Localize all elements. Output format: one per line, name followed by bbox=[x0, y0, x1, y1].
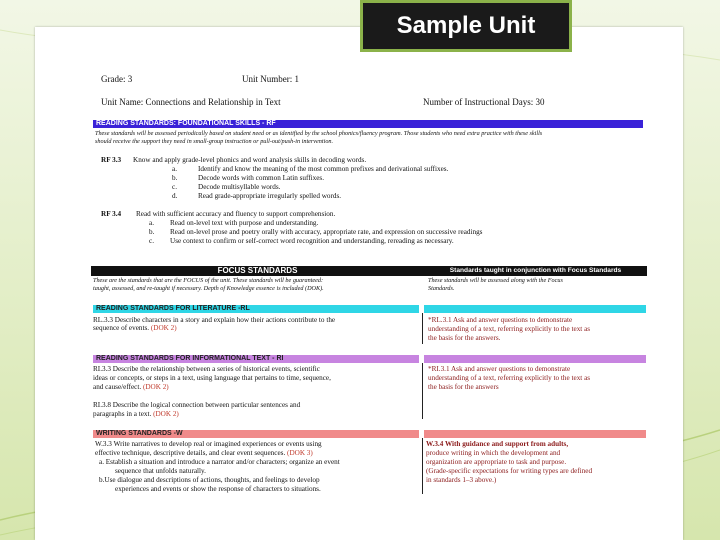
rf34-code: RF 3.4 bbox=[101, 210, 122, 218]
rf34-item-c-label: c. bbox=[149, 237, 154, 245]
writing-header: WRITING STANDARDS -W bbox=[93, 430, 419, 438]
rf34-text: Read with sufficient accuracy and fluency to support comprehension. bbox=[136, 210, 336, 218]
unit-number-label: Unit Number: 1 bbox=[242, 74, 299, 84]
rf33-item-d-label: d. bbox=[172, 192, 178, 200]
rf33-item-b-label: b. bbox=[172, 174, 178, 182]
document-page bbox=[35, 27, 683, 540]
slide-title-box bbox=[360, 0, 572, 52]
rf34-item-b: Read on-level prose and poetry orally with accuracy, appropriate rate, and expression on successive readings bbox=[170, 228, 483, 236]
unit-name-label: Unit Name: Connections and Relationship in Text bbox=[101, 97, 281, 107]
focus-note-line2: taught, assessed, and re-taught if necessary. Depth of Knowledge essence is included (DOK). bbox=[93, 285, 324, 292]
ri38-dok: (DOK 2) bbox=[153, 410, 179, 418]
rf33-item-c-label: c. bbox=[172, 183, 177, 191]
w33-line2: effective technique, descriptive details, and clear event sequences. bbox=[95, 449, 286, 457]
rl33-dok: (DOK 2) bbox=[150, 324, 177, 332]
writing-header-right bbox=[424, 430, 646, 438]
ri38-line1: RI.3.8 Describe the logical connection between particular sentences and bbox=[93, 401, 301, 409]
ri38-line2: paragraphs in a text. bbox=[93, 410, 152, 418]
focus-standards-header: FOCUS STANDARDS bbox=[91, 266, 424, 276]
ri33-dok: (DOK 2) bbox=[142, 383, 169, 391]
literature-header: READING STANDARDS FOR LITERATURE -RL bbox=[93, 305, 419, 313]
informational-header: READING STANDARDS FOR INFORMATIONAL TEXT - RI bbox=[93, 355, 419, 363]
rl33-line2: sequence of events. bbox=[93, 324, 150, 332]
w33-line1: W.3.3 Write narratives to develop real or imagined experiences or events using bbox=[95, 440, 322, 448]
column-divider bbox=[422, 363, 423, 419]
conjunction-standards-header: Standards taught in conjunction with Focus Standards bbox=[424, 266, 647, 276]
conjunction-note-line1: These standards will be assessed along with the Focus bbox=[428, 277, 563, 284]
rf33-code: RF 3.3 bbox=[101, 156, 122, 164]
rl31-line1: *RL.3.1 Ask and answer questions to demonstrate bbox=[428, 316, 573, 324]
w34-line5: in standards 1–3 above.) bbox=[426, 476, 497, 484]
rf33-item-a: Identify and know the meaning of the most common prefixes and derivational suffixes. bbox=[198, 165, 449, 173]
ri31-line1: *RI.3.1 Ask and answer questions to demonstrate bbox=[428, 365, 571, 373]
foundational-note-line1: These standards will be assessed periodically based on student need or as identified by the school phonics/fluency program. Those students who need extra practice with these skills bbox=[95, 130, 543, 137]
literature-header-right bbox=[424, 305, 646, 313]
rf33-text: Know and apply grade-level phonics and word analysis skills in decoding words. bbox=[133, 156, 367, 164]
rf34-item-a-label: a. bbox=[149, 219, 154, 227]
rf34-item-b-label: b. bbox=[149, 228, 155, 236]
w34-line2: produce writing in which the development and bbox=[426, 449, 561, 457]
w34-line4: (Grade-specific expectations for writing types are defined bbox=[426, 467, 593, 475]
ri33-line3: and cause/effect. bbox=[93, 383, 142, 391]
focus-note-line1: These are the standards that are the FOCUS of the unit. These standards will be guaranteed: bbox=[93, 277, 324, 284]
rf33-item-c: Decode multisyllable words. bbox=[198, 183, 281, 191]
slide-title: Sample Unit bbox=[396, 12, 536, 39]
w33-dok: (DOK 3) bbox=[287, 449, 313, 457]
w33-line6: experiences and events or show the response of characters to situations. bbox=[115, 485, 321, 493]
ri33-line1: RI.3.3 Describe the relationship between a series of historical events, scientific bbox=[93, 365, 320, 373]
w34-line3: organization are appropriate to task and purpose. bbox=[426, 458, 567, 466]
instructional-days-label: Number of Instructional Days: 30 bbox=[423, 97, 545, 107]
column-divider bbox=[422, 438, 423, 494]
conjunction-note-line2: Standards. bbox=[428, 285, 455, 292]
w33-line5: b.Use dialogue and descriptions of actions, thoughts, and feelings to develop bbox=[99, 476, 320, 484]
ri33-line2: ideas or concepts, or steps in a text, using language that pertains to time, sequence, bbox=[93, 374, 331, 382]
rl33-line1: RL.3.3 Describe characters in a story and explain how their actions contribute to the bbox=[93, 316, 336, 324]
rf34-item-a: Read on-level text with purpose and understanding. bbox=[170, 219, 319, 227]
rf33-item-a-label: a. bbox=[172, 165, 177, 173]
column-divider bbox=[422, 313, 423, 344]
rf33-item-b: Decode words with common Latin suffixes. bbox=[198, 174, 325, 182]
rf34-item-c: Use context to confirm or self-correct word recognition and understanding, rereading as necessary. bbox=[170, 237, 454, 245]
w33-line4: sequence that unfolds naturally. bbox=[115, 467, 206, 475]
foundational-note-line2: should receive the support they need in small-group instruction or pull-out/push-in intervention. bbox=[95, 138, 334, 145]
foundational-skills-header: READING STANDARDS: FOUNDATIONAL SKILLS - RF bbox=[93, 120, 643, 128]
w34-line1: W.3.4 With guidance and support from adults, bbox=[426, 440, 569, 448]
rl31-line2: understanding of a text, referring explicitly to the text as bbox=[428, 325, 591, 333]
grade-label: Grade: 3 bbox=[101, 74, 133, 84]
rf33-item-d: Read grade-appropriate irregularly spelled words. bbox=[198, 192, 342, 200]
ri31-line3: the basis for the answers bbox=[428, 383, 499, 391]
w33-line3: a. Establish a situation and introduce a narrator and/or characters; organize an event bbox=[99, 458, 340, 466]
informational-header-right bbox=[424, 355, 646, 363]
rl31-line3: the basis for the answers. bbox=[428, 334, 501, 342]
ri31-line2: understanding of a text, referring explicitly to the text as bbox=[428, 374, 591, 382]
